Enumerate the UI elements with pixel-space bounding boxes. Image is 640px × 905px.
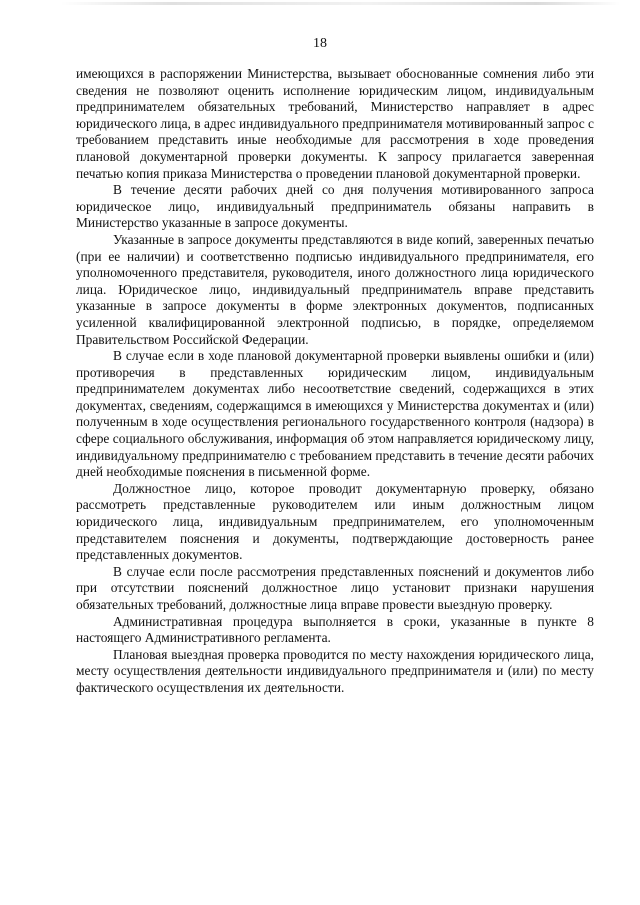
paragraph: Указанные в запросе документы представляются в виде копий, заверенных печатью (при ее наличии) и соответственно подписью индивидуального предпринимателя, его уполномоченного представителя, руководителя, иного должностного лица юридического лица. Юридическое лицо, индивидуальный предприниматель вправе представить указанные в запросе документы в форме электронных документов, подписанных усиленной квалифицированной электронной подписью, в порядке, определяемом Правительством Российской Федерации. <box>76 231 594 347</box>
document-body <box>76 66 594 697</box>
page-number: 18 <box>313 36 327 51</box>
paragraph: В случае если в ходе плановой документарной проверки выявлены ошибки и (или) противоречия в представленных юридическим лицом, индивидуальным предпринимателем документах либо несоответствие сведений, содержащихся в этих документах, сведениям, содержащимся в имеющихся у Министерства документах и (или) полученным в ходе осуществления регионального государственного контроля (надзора) в сфере социального обслуживания, информация об этом направляется юридическому лицу, индивидуальному предпринимателю с требованием представить в течение десяти рабочих дней необходимые пояснения в письменной форме. <box>76 348 594 480</box>
paragraph: В случае если после рассмотрения представленных пояснений и документов либо при отсутствии пояснений должностное лицо установит признаки нарушения обязательных требований, должностные лица вправе провести выездную проверку. <box>76 563 594 612</box>
scan-edge-artifact <box>60 2 620 5</box>
paragraph: Административная процедура выполняется в сроки, указанные в пункте 8 настоящего Административного регламента. <box>76 613 594 646</box>
paragraph-continuation: имеющихся в распоряжении Министерства, вызывает обоснованные сомнения либо эти сведения не позволяют оценить исполнение юридическим лицом, индивидуальным предпринимателем обязательных требований, Министерство направляет в адрес юридического лица, в адрес индивидуального предпринимателя мотивированный запрос с требованием представить иные необходимые для рассмотрения в ходе проведения плановой документарной проверки документы. К запросу прилагается заверенная печатью копия приказа Министерства о проведении плановой документарной проверки. <box>76 66 594 181</box>
paragraph: В течение десяти рабочих дней со дня получения мотивированного запроса юридическое лицо, индивидуальный предприниматель обязаны направить в Министерство указанные в запросе документы. <box>76 182 594 231</box>
paragraph: Должностное лицо, которое проводит документарную проверку, обязано рассмотреть представленные руководителем или иным должностным лицом юридического лица, индивидуальным предпринимателем, его уполномоченным представителем пояснения и документы, подтверждающие достоверность ранее представленных документов. <box>76 480 594 563</box>
paragraph: Плановая выездная проверка проводится по месту нахождения юридического лица, месту осуществления деятельности индивидуального предпринимателя и (или) по месту фактического осуществления их деятельности. <box>76 646 594 695</box>
